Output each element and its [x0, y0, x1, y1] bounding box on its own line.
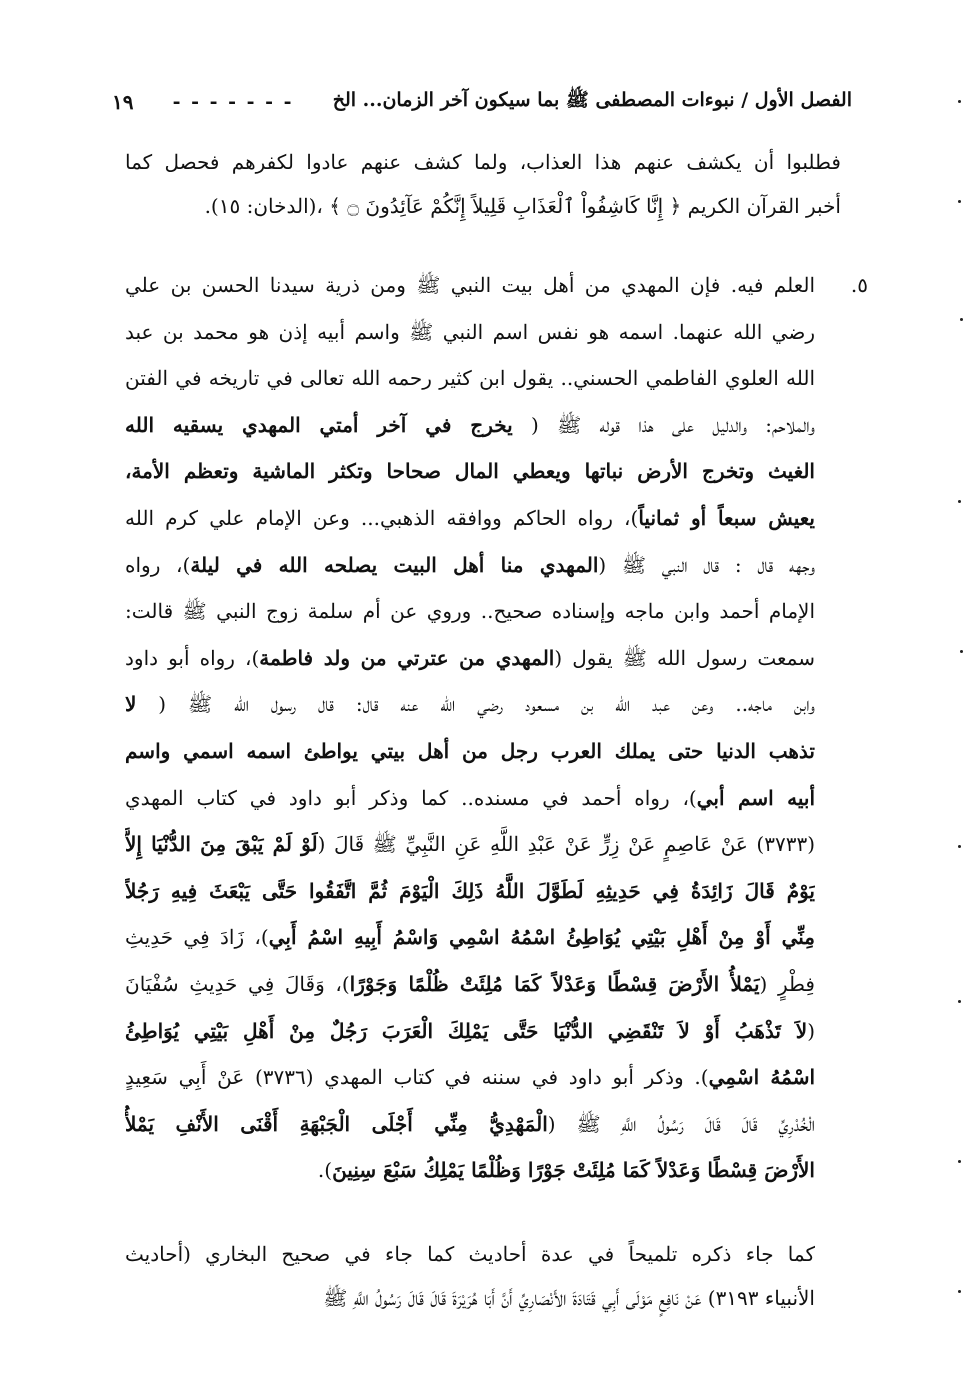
margin-mark [960, 650, 963, 653]
hadith-quote-bold: مِنِّي أَوْ مِنْ أَهْلِ بَيْتِي يُوَاطِئُ اسْمُهُ اسْمِي وَاسْمُ أَبِيهِ اسْمُ أَبِي [268, 925, 815, 950]
hadith-quote-bold: يَمْلأُ الأَرْضَ قِسْطًا وَعَدْلاً كَمَا مُلِئَتْ ظُلْمًا وَجَوْرًا [349, 971, 760, 996]
margin-mark [958, 1000, 961, 1003]
text-line [125, 542, 815, 589]
text-run: وابن ماجه.. وعن عبد الله بن مسعود رضي الله عنه قال: قال رسول الله ﷺ ( [136, 692, 815, 717]
margin-mark [958, 100, 961, 103]
chapter-title: الفصل الأول / نبوءات المصطفى ﷺ بما سيكون آخر الزمان... الخ [332, 89, 852, 111]
text-line: كما جاء ذكره تلميحاً في عدة أحاديث كما جاء في صحيح البخاري (أحاديث [125, 1242, 815, 1266]
text-line [125, 775, 815, 822]
text-run: العلم فيه. فإن المهدي من أهل بيت النبي ﷺ ومن ذرية سيدنا الحسن بن علي [125, 273, 815, 297]
text-run: رضي الله عنهما. اسمه هو نفس اسم النبي ﷺ واسم أبيه إذن هو محمد بن عبد [125, 319, 815, 344]
header-dashes: - - - - - - - [172, 91, 294, 113]
text-line: فطلبوا أن يكشف عنهم هذا العذاب، ولما كشف عنهم عادوا لكفرهم فحصل كما [125, 150, 841, 174]
text-run: الله العلوي الفاطمي الحسني.. يقول ابن كثير رحمه الله تعالى في تاريخه في الفتن [125, 366, 815, 391]
paragraph-continued [125, 140, 841, 228]
paragraph-item-5 [125, 262, 815, 1194]
text-line [125, 355, 815, 402]
text-run: )، زَادَ فِي حَدِيثِ [125, 925, 269, 950]
text-line [125, 588, 815, 635]
margin-mark [958, 1160, 961, 1163]
text-line [125, 1147, 815, 1194]
text-line: أخبر القرآن الكريم ﴿ إِنَّا كَاشِفُواْ ٱلْعَذَابِ قَلِيلاً إِنَّكُمْ عَآئِدُونَ ۝ ﴾ ،(الدخان: ١٥). [204, 194, 841, 218]
hadith-quote-bold: الأَرْضَ قِسْطًا وَعَدْلاً كَمَا مُلِئَتْ جَوْرًا وَظُلْمًا يَمْلِكُ سَبْعَ سِنِينَ [332, 1158, 815, 1183]
text-line [125, 1101, 815, 1148]
text-line [125, 495, 815, 542]
text-line [125, 681, 815, 728]
text-line [125, 448, 815, 495]
text-run: والملاحم: والدليل على هذا قوله ﷺ ( [512, 412, 815, 437]
text-run: )، رواه الحاكم ووافقه الذهبي... وعن الإمام علي كرم الله [125, 505, 639, 530]
margin-mark [958, 845, 961, 848]
text-line [125, 635, 815, 682]
hadith-quote-bold: الْمَهْدِيُّ مِنِّي أَجْلَى الْجَبْهَةِ أَقْنَى الأَنْفِ يَمْلأُ [125, 1111, 548, 1136]
running-header [112, 84, 852, 120]
text-run: ). وذكر أبو داود في سننه في كتاب المهدي (٣٧٣٦) عَنْ أَبِي سَعِيدٍ [125, 1065, 709, 1090]
text-run: )، رواه أحمد في مسنده.. كما وذكر أبو داود في كتاب المهدي [125, 785, 697, 810]
hadith-quote-bold: اسْمُهُ اسْمِي [708, 1065, 815, 1090]
page-number: ١٩ [112, 90, 134, 114]
margin-mark [958, 200, 961, 203]
hadith-quote-bold: لاَ تَذْهَبُ أَوْ لاَ تَنْقَضِي الدُّنْيَا حَتَّى يَمْلِكَ الْعَرَبَ رَجُلٌ مِنْ أَهْلِ بَيْتِي يُوَاطِئُ [125, 1018, 808, 1043]
text-run: سمعت رسول الله ﷺ يقول ( [554, 645, 815, 670]
margin-mark [958, 500, 961, 503]
hadith-quote-bold: تذهب الدنيا حتى يملك العرب رجل من أهل بيتي يواطئ اسمه اسمي واسم [125, 738, 815, 763]
text-run: )، رواه أبو داود [125, 645, 260, 670]
text-line [125, 868, 815, 915]
hadith-quote-bold: المهدي من عترتي من ولد فاطمة [259, 645, 555, 670]
hadith-quote-bold: يَوْمٌ قَالَ زَائِدَةُ فِي حَدِيثِهِ لَطَوَّلَ اللَّهُ ذَلِكَ الْيَوْمَ ثُمَّ اتَّفَقُوا حَتَّى يَبْعَثَ فِيهِ رَجُلاً [125, 878, 815, 903]
text-line [125, 914, 815, 961]
hadith-quote-bold: يعيش سبعاً أو ثمانياً [638, 505, 815, 530]
text-line: الأنبياء ٣١٩٣) عَنْ نَافِعٍ مَوْلَى أَبِي قَتَادَةَ الأَنْصَارِيِّ أَنَّ أَبَا هُرَيْرَةَ قَالَ قَالَ رَسُولُ اللَّهِ ﷺ [323, 1286, 815, 1310]
hadith-quote-bold: المهدي منا أهل البيت يصلحه الله في ليلة [190, 552, 599, 577]
text-line [125, 309, 815, 356]
text-run: وجهه قال : قال النبي ﷺ ( [598, 552, 815, 577]
text-run: الإمام أحمد وابن ماجه وإسناده صحيح.. وروي عن أم سلمة زوج النبي ﷺ قالت: [125, 599, 815, 624]
list-number: ٥. [850, 273, 868, 297]
hadith-quote-bold: لا [125, 692, 137, 717]
hadith-quote-bold: أبيه اسم أبي [696, 785, 815, 810]
text-line [125, 1054, 815, 1101]
paragraph-final [125, 1232, 815, 1320]
text-line [125, 821, 815, 868]
text-run: فِطْرٍ ( [759, 971, 815, 996]
text-run: الْخُدْرِيِّ قَالَ قَالَ رَسُولُ اللَّهِ ﷺ ( [547, 1111, 815, 1136]
text-line [125, 402, 815, 449]
text-line [125, 728, 815, 775]
text-run: ( [807, 1018, 815, 1043]
margin-mark [960, 318, 963, 321]
text-run: ). [317, 1158, 333, 1183]
text-line [125, 1008, 815, 1055]
text-run: (٣٧٣٣) عَنْ عَاصِمٍ عَنْ زِرٍّ عَنْ عَبْدِ اللَّهِ عَنِ النَّبِيِّ ﷺ قَالَ ( [317, 832, 815, 857]
margin-mark [958, 1290, 961, 1293]
hadith-quote-bold: الغيث وتخرج الأرض نباتها ويعطي المال صحاحا وتكثر الماشية وتعظم الأمة، [125, 459, 815, 484]
text-run: )، رواه [125, 552, 191, 577]
text-line [125, 961, 815, 1008]
text-run: )، وَقَالَ فِي حَدِيثِ سُفْيَانَ [125, 971, 350, 996]
hadith-quote-bold: يخرج في آخر أمتي المهدي يسقيه الله [125, 412, 513, 437]
text-line [125, 262, 815, 309]
hadith-quote-bold: لَوْ لَمْ يَبْقَ مِنَ الدُّنْيَا إِلاَّ [125, 832, 318, 857]
